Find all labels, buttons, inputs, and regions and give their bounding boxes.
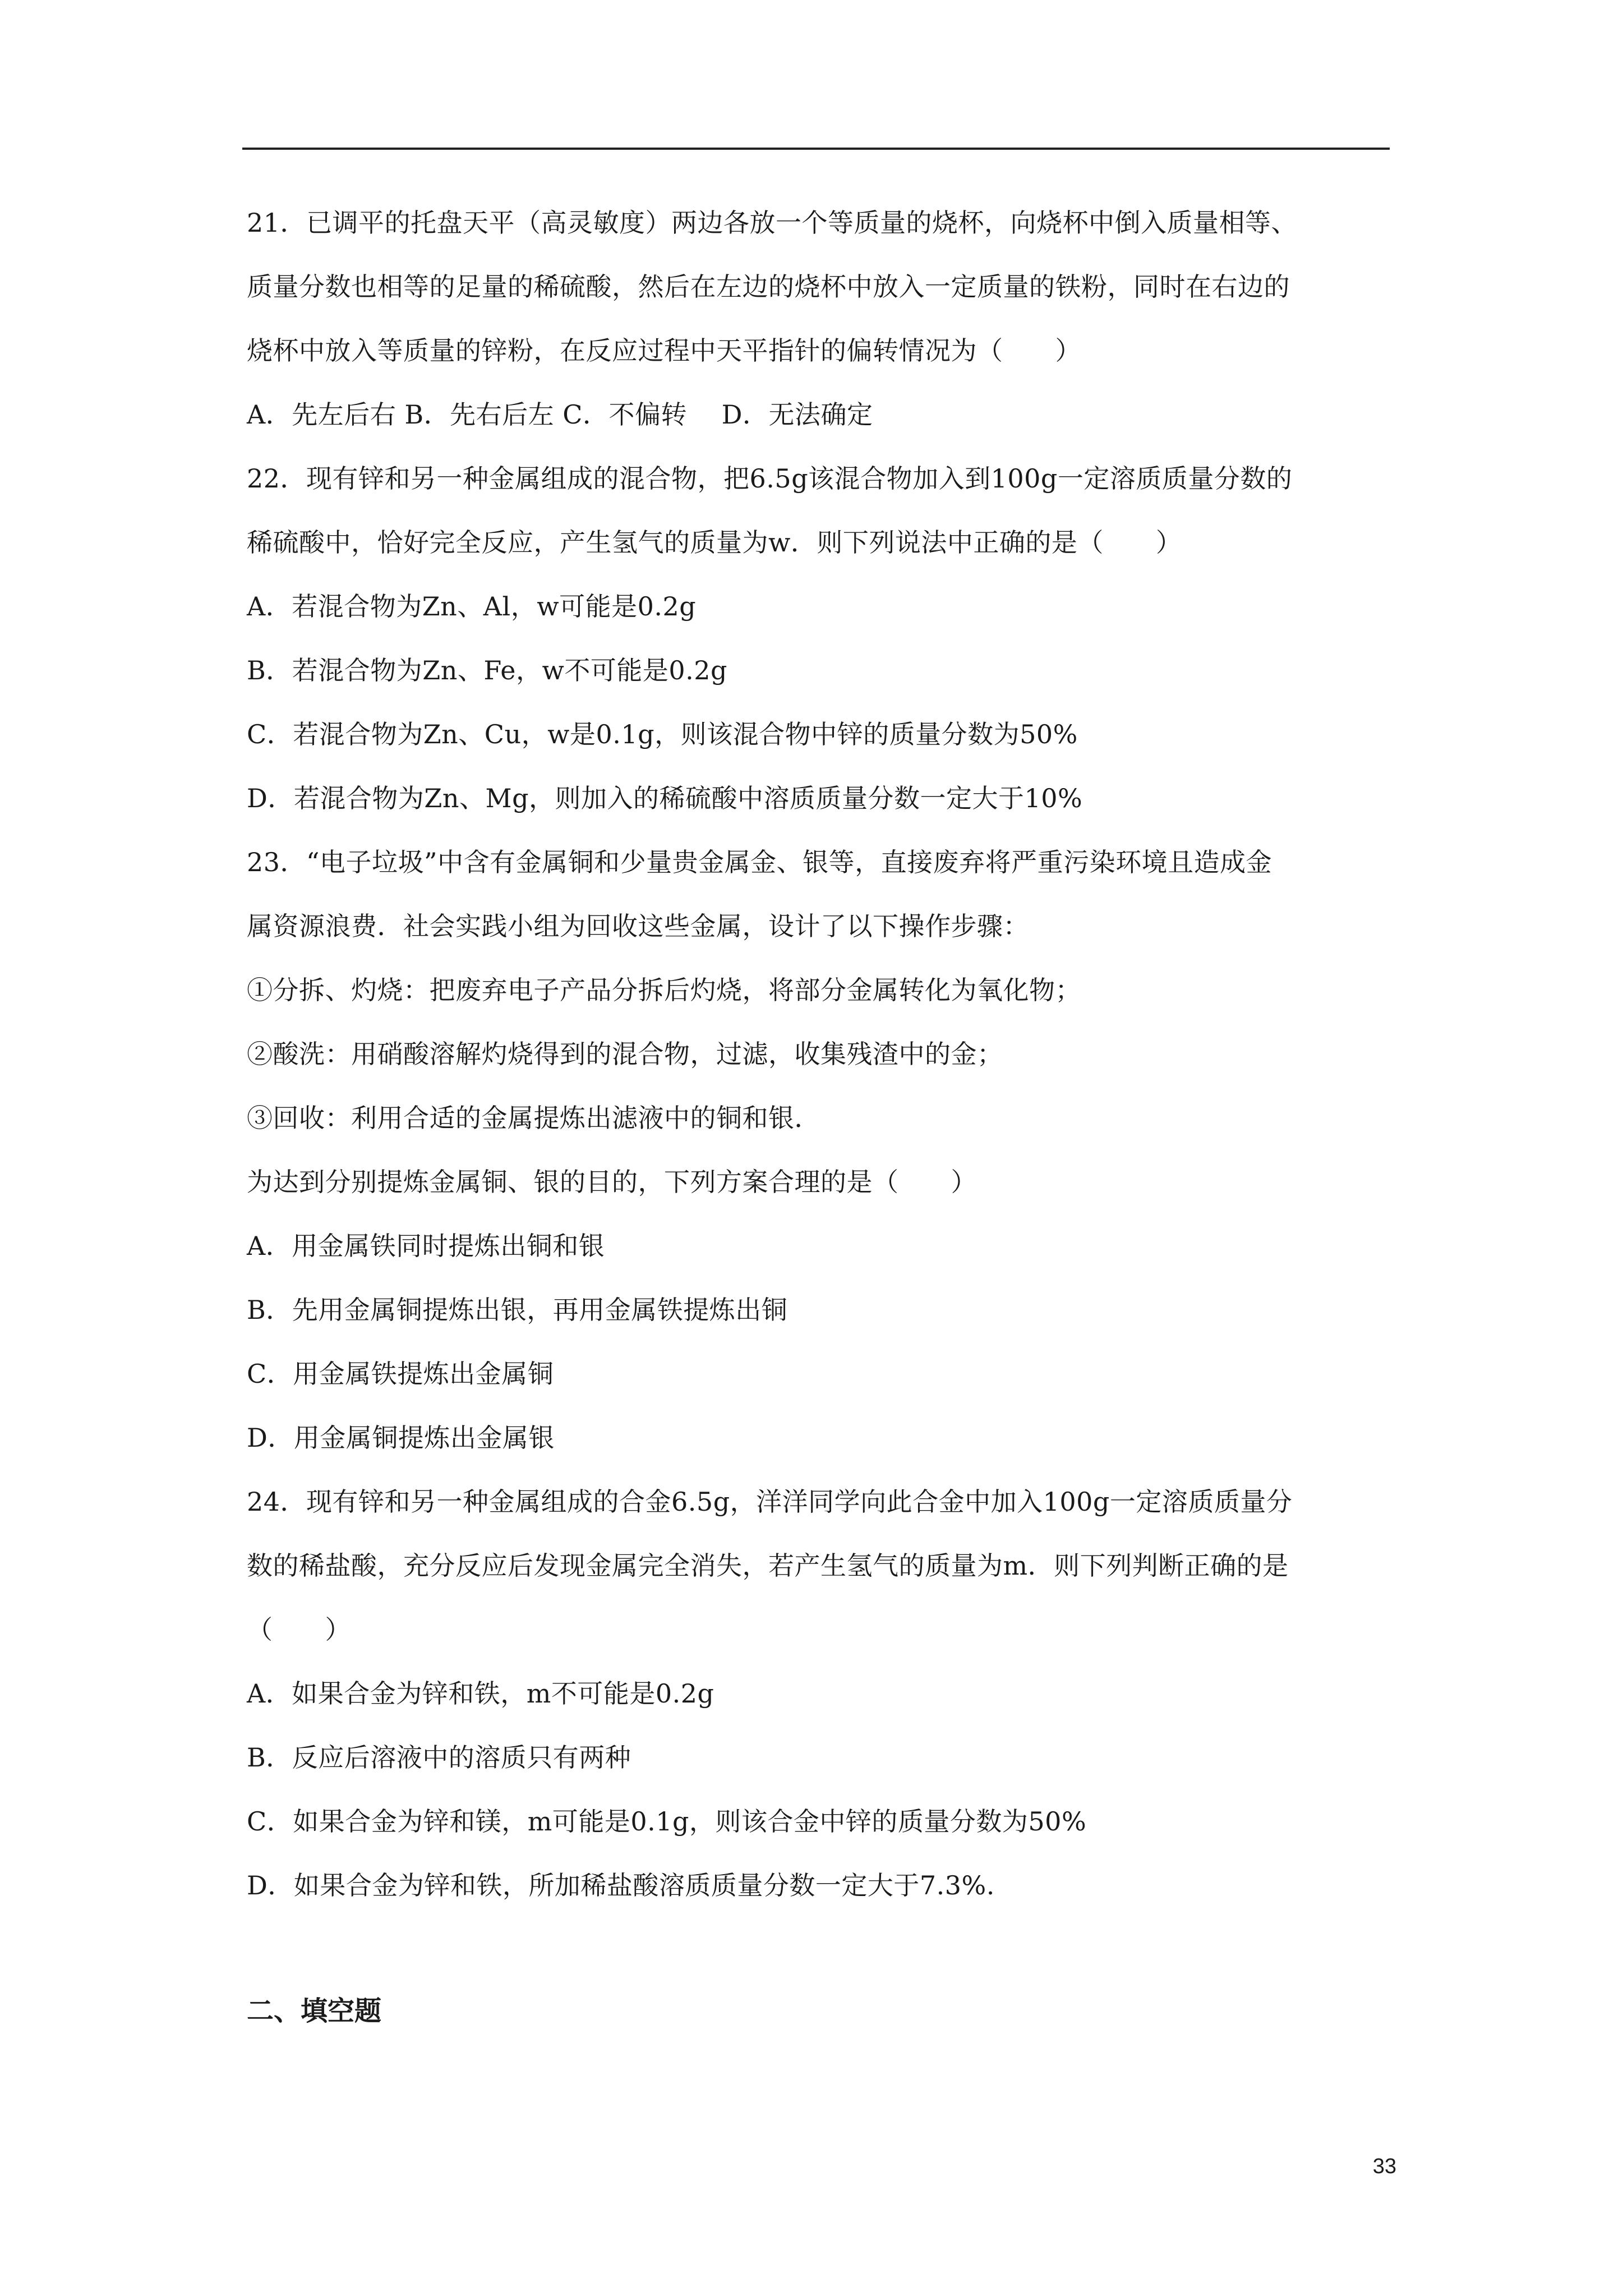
question-text-line: 稀硫酸中，恰好完全反应，产生氢气的质量为w．则下列说法中正确的是（ ）	[247, 527, 1182, 558]
answer-option-c: C．若混合物为Zn、Cu，w是0.1g，则该混合物中锌的质量分数为50%	[247, 719, 1078, 749]
question-list	[247, 191, 1391, 1917]
question-text-line: 23．“电子垃圾”中含有金属铜和少量贵金属金、银等，直接废弃将严重污染环境且造成金	[247, 847, 1272, 877]
procedure-step-3: ③回收：利用合适的金属提炼出滤液中的铜和银．	[247, 1103, 820, 1133]
question-text-line: 质量分数也相等的足量的稀硫酸，然后在左边的烧杯中放入一定质量的铁粉，同时在右边的	[247, 272, 1290, 302]
question-text-line: 21．已调平的托盘天平（高灵敏度）两边各放一个等质量的烧杯，向烧杯中倒入质量相等、	[247, 208, 1298, 238]
page-number: 33	[1372, 2155, 1396, 2178]
question-text-line: 属资源浪费．社会实践小组为回收这些金属，设计了以下操作步骤：	[247, 911, 1029, 941]
procedure-step-2: ②酸洗：用硝酸溶解灼烧得到的混合物，过滤，收集残渣中的金；	[247, 1039, 1003, 1069]
answer-options: A．先左后右 B．先右后左 C．不偏转 D．无法确定	[247, 399, 873, 430]
question-text-line: 数的稀盐酸，充分反应后发现金属完全消失，若产生氢气的质量为m．则下列判断正确的是	[247, 1550, 1289, 1581]
answer-option-b: B．若混合物为Zn、Fe，w不可能是0.2g	[247, 655, 727, 685]
answer-option-a: A．用金属铁同时提炼出铜和银	[247, 1231, 605, 1261]
answer-option-d: D．用金属铜提炼出金属银	[247, 1423, 555, 1453]
answer-option-d: D．若混合物为Zn、Mg，则加入的稀硫酸中溶质质量分数一定大于10%	[247, 783, 1083, 813]
answer-blank: （ ）	[247, 1614, 351, 1645]
answer-option-d: D．如果合金为锌和铁，所加稀盐酸溶质质量分数一定大于7.3%.	[247, 1870, 995, 1901]
answer-option-a: A．若混合物为Zn、Al，w可能是0.2g	[247, 591, 697, 622]
question-prompt: 为达到分别提炼金属铜、银的目的，下列方案合理的是（ ）	[247, 1167, 977, 1197]
procedure-step-1: ①分拆、灼烧：把废弃电子产品分拆后灼烧，将部分金属转化为氧化物；	[247, 975, 1081, 1005]
question-text-line: 22．现有锌和另一种金属组成的混合物，把6.5g该混合物加入到100g一定溶质质量分数的	[247, 463, 1293, 494]
answer-option-a: A．如果合金为锌和铁，m不可能是0.2g	[247, 1678, 714, 1709]
question-21	[247, 191, 1391, 447]
answer-option-c: C．用金属铁提炼出金属铜	[247, 1359, 554, 1389]
question-24	[247, 1470, 1391, 1917]
answer-option-b: B．反应后溶液中的溶质只有两种	[247, 1742, 631, 1773]
question-23	[247, 830, 1391, 1470]
section-heading: 二、填空题	[247, 1995, 382, 2027]
question-22	[247, 447, 1391, 830]
question-text-line: 烧杯中放入等质量的锌粉，在反应过程中天平指针的偏转情况为（ ）	[247, 335, 1081, 366]
answer-option-b: B．先用金属铜提炼出银，再用金属铁提炼出铜	[247, 1295, 788, 1325]
answer-option-c: C．如果合金为锌和镁，m可能是0.1g，则该合金中锌的质量分数为50%	[247, 1806, 1087, 1837]
header-rule	[242, 148, 1390, 150]
question-text-line: 24．现有锌和另一种金属组成的合金6.5g，洋洋同学向此合金中加入100g一定溶质质量分	[247, 1487, 1293, 1517]
